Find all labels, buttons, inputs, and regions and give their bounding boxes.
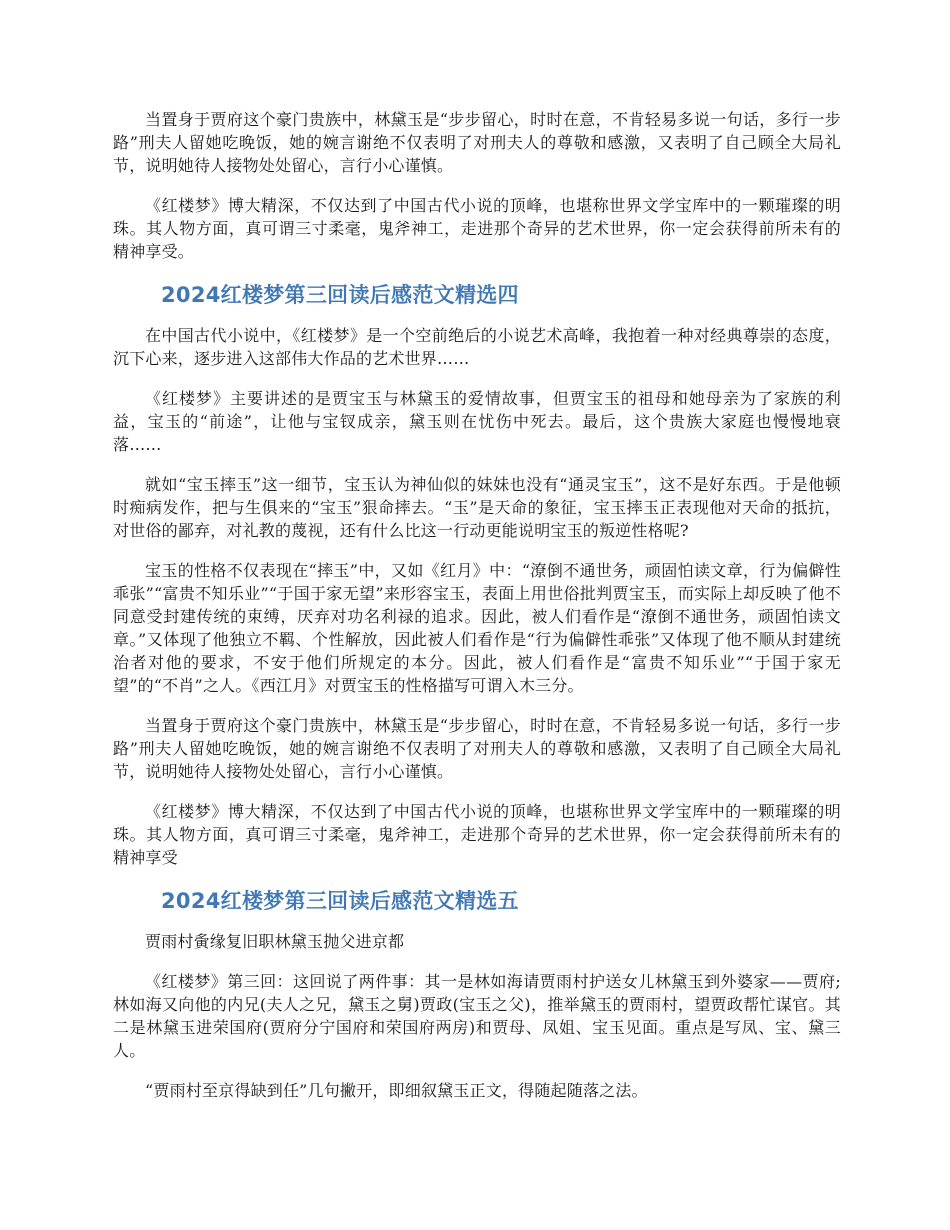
paragraph: 当置身于贾府这个豪门贵族中，林黛玉是“步步留心，时时在意，不肯轻易多说一句话，多行一步路”刑夫人留她吃晚饭，她的婉言谢绝不仅表明了对刑夫人的尊敬和感激，又表明了自己顾全大局礼节，说明她待人接物处处留心，言行小心谨慎。 [113, 110, 841, 175]
paragraph: 《红楼梦》博大精深，不仅达到了中国古代小说的顶峰，也堪称世界文学宝库中的一颗璀璨的明珠。其人物方面，真可谓三寸柔毫，鬼斧神工，走进那个奇异的艺术世界，你一定会获得前所未有的精神享受 [113, 802, 841, 867]
section-heading: 2024红楼梦第三回读后感范文精选五 [161, 889, 519, 913]
paragraph: 贾雨村夤缘复旧职林黛玉抛父进京都 [145, 932, 405, 951]
paragraph: 《红楼梦》主要讲述的是贾宝玉与林黛玉的爱情故事，但贾宝玉的祖母和她母亲为了家族的利益，宝玉的“前途”，让他与宝钗成亲，黛玉则在忧伤中死去。最后，这个贵族大家庭也慢慢地衰落…… [113, 389, 841, 454]
document-page [113, 108, 841, 1119]
paragraph: 宝玉的性格不仅表现在“摔玉”中，又如《红月》中：“潦倒不通世务，顽固怕读文章，行为偏僻性乖张”“富贵不知乐业”“于国于家无望”来形容宝玉，表面上用世俗批判贾宝玉，而实际上却反映了他不同意受封建传统的束缚，厌弃对功名利禄的追求。因此，被人们看作是“潦倒不通世务，顽固怕读文章。”又体现了他独立不羁、个性解放，因此被人们看作是“行为偏僻性乖张”又体现了他不顺从封建统治者对他的要求，不安于他们所规定的本分。因此，被人们看作是“富贵不知乐业”“于国于家无望”的“不肖”之人。《西江月》对贾宝玉的性格描写可谓入木三分。 [113, 561, 841, 695]
paragraph: “贾雨村至京得缺到任”几句撇开，即细叙黛玉正文，得随起随落之法。 [145, 1081, 648, 1100]
paragraph: 在中国古代小说中，《红楼梦》是一个空前绝后的小说艺术高峰，我抱着一种对经典尊崇的态度，沉下心来，逐步进入这部伟大作品的艺术世界…… [113, 326, 841, 368]
paragraph: 当置身于贾府这个豪门贵族中，林黛玉是“步步留心，时时在意，不肯轻易多说一句话，多行一步路”刑夫人留她吃晚饭，她的婉言谢绝不仅表明了对刑夫人的尊敬和感激，又表明了自己顾全大局礼节，说明她待人接物处处留心，言行小心谨慎。 [113, 716, 841, 781]
section-heading: 2024红楼梦第三回读后感范文精选四 [161, 283, 519, 307]
paragraph: 《红楼梦》博大精深，不仅达到了中国古代小说的顶峰，也堪称世界文学宝库中的一颗璀璨的明珠。其人物方面，真可谓三寸柔毫，鬼斧神工，走进那个奇异的艺术世界，你一定会获得前所未有的精神享受。 [113, 196, 841, 261]
paragraph: 就如“宝玉摔玉”这一细节，宝玉认为神仙似的妹妹也没有“通灵宝玉”，这不是好东西。于是他顿时痴病发作，把与生俱来的“宝玉”狠命摔去。“玉”是天命的象征，宝玉摔玉正表现他对天命的抵抗，对世俗的鄙弃，对礼教的蔑视，还有什么比这一行动更能说明宝玉的叛逆性格呢? [113, 475, 841, 540]
paragraph: 《红楼梦》第三回：这回说了两件事：其一是林如海请贾雨村护送女儿林黛玉到外婆家——贾府;林如海又向他的内兄(夫人之兄，黛玉之舅)贾政(宝玉之父)，推举黛玉的贾雨村，望贾政帮忙谋官。其二是林黛玉进荣国府(贾府分宁国府和荣国府两房)和贾母、凤姐、宝玉见面。重点是写凤、宝、黛三人。 [113, 972, 841, 1060]
